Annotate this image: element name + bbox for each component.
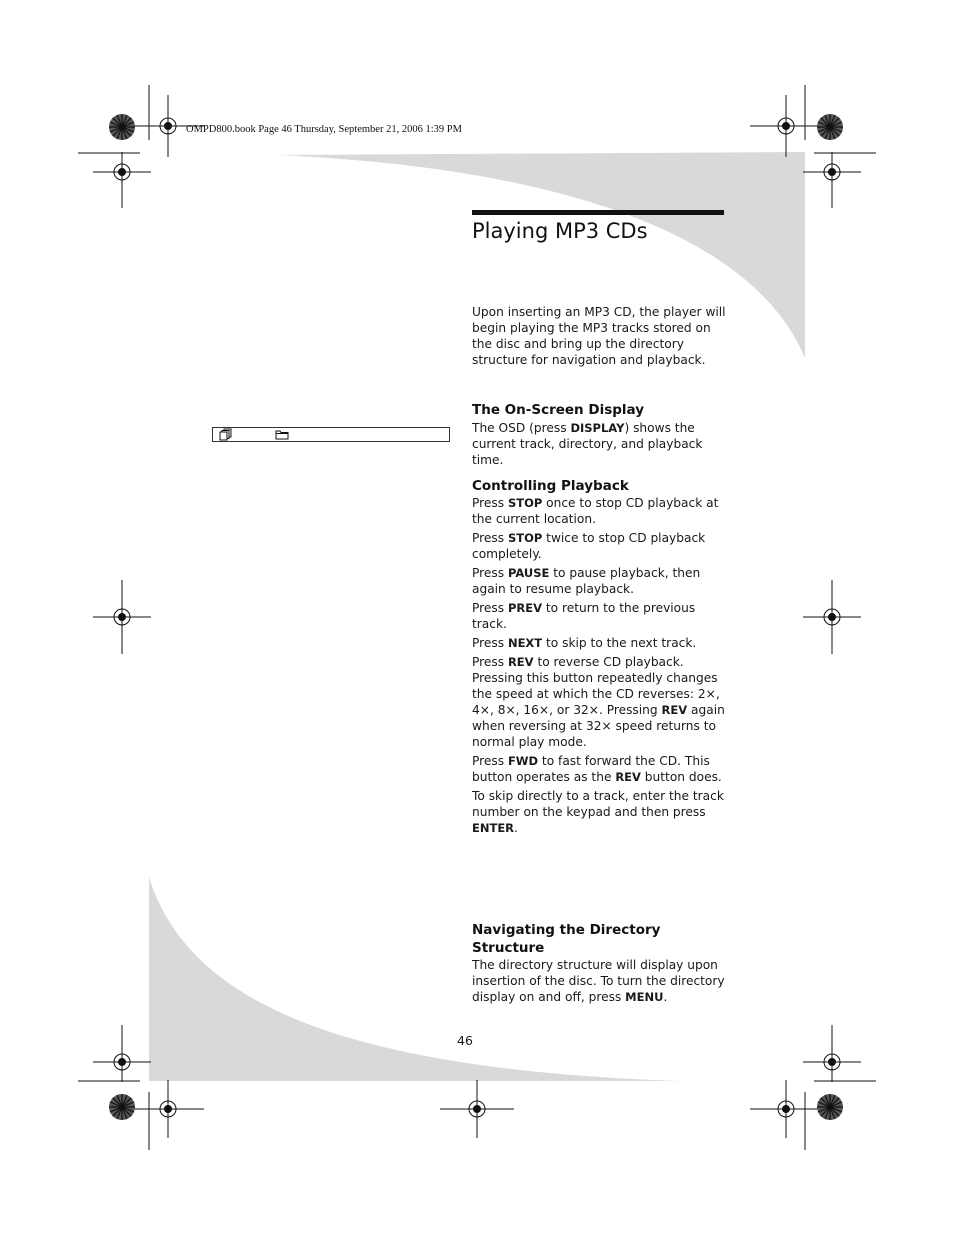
playback-item-next: Press NEXT to skip to the next track. xyxy=(472,636,697,650)
reg-left-mid xyxy=(93,580,151,654)
osd-paragraph: The OSD (press DISPLAY) shows the current track, directory, and playback time. xyxy=(472,421,703,467)
page-number: 46 xyxy=(457,1033,473,1048)
reg-bottom-left xyxy=(132,1080,204,1138)
reg-left-bottom xyxy=(93,1025,151,1082)
burst-bottom-left xyxy=(109,1094,135,1120)
playback-item-rev: Press REV to reverse CD playback. Pressing this button repeatedly changes the speed at which the CD reverses: 2×, 4×, 8×, 16×, or 32×. Pressing REV again when reversing at 32× speed returns to normal play mode. xyxy=(472,655,725,749)
reg-right-top xyxy=(803,152,861,208)
burst-top-left xyxy=(109,114,135,140)
reg-bottom-center xyxy=(440,1080,514,1138)
stacked-pages-icon xyxy=(219,428,233,441)
playback-item-stop-twice: Press STOP twice to stop CD playback completely. xyxy=(472,531,706,561)
burst-bottom-right xyxy=(817,1094,843,1120)
osd-bar xyxy=(212,427,450,442)
key-menu: MENU xyxy=(625,990,664,1004)
playback-heading: Controlling Playback xyxy=(472,478,629,494)
reg-left-top xyxy=(93,152,151,208)
reg-right-mid xyxy=(803,580,861,654)
osd-heading: The On-Screen Display xyxy=(472,402,645,418)
folder-icon xyxy=(275,429,289,440)
directory-paragraph: The directory structure will display upon insertion of the disc. To turn the directory display on and off, press MENU. xyxy=(472,958,725,1004)
playback-item-pause: Press PAUSE to pause playback, then again to resume playback. xyxy=(472,566,701,596)
playback-item-stop-once: Press STOP once to stop CD playback at the current location. xyxy=(472,496,719,526)
reg-top-right xyxy=(750,95,822,157)
print-header: OMPD800.book Page 46 Thursday, September 21, 2006 1:39 PM xyxy=(186,124,462,135)
intro-paragraph: Upon inserting an MP3 CD, the player will begin playing the MP3 tracks stored on the disc and bring up the directory structure for navigation and playback. xyxy=(472,305,726,367)
page-title: Playing MP3 CDs xyxy=(472,219,648,243)
playback-list xyxy=(472,495,728,839)
key-display: DISPLAY xyxy=(570,421,625,435)
playback-item-fwd: Press FWD to fast forward the CD. This button operates as the REV button does. xyxy=(472,754,722,784)
title-rule xyxy=(472,210,724,215)
directory-heading: Navigating the Directory Structure xyxy=(472,922,661,956)
playback-item-enter: To skip directly to a track, enter the track number on the keypad and then press ENTER. xyxy=(472,789,724,835)
reg-bottom-right xyxy=(750,1080,822,1138)
playback-item-prev: Press PREV to return to the previous track. xyxy=(472,601,696,631)
reg-right-bottom xyxy=(803,1025,861,1082)
burst-top-right xyxy=(817,114,843,140)
